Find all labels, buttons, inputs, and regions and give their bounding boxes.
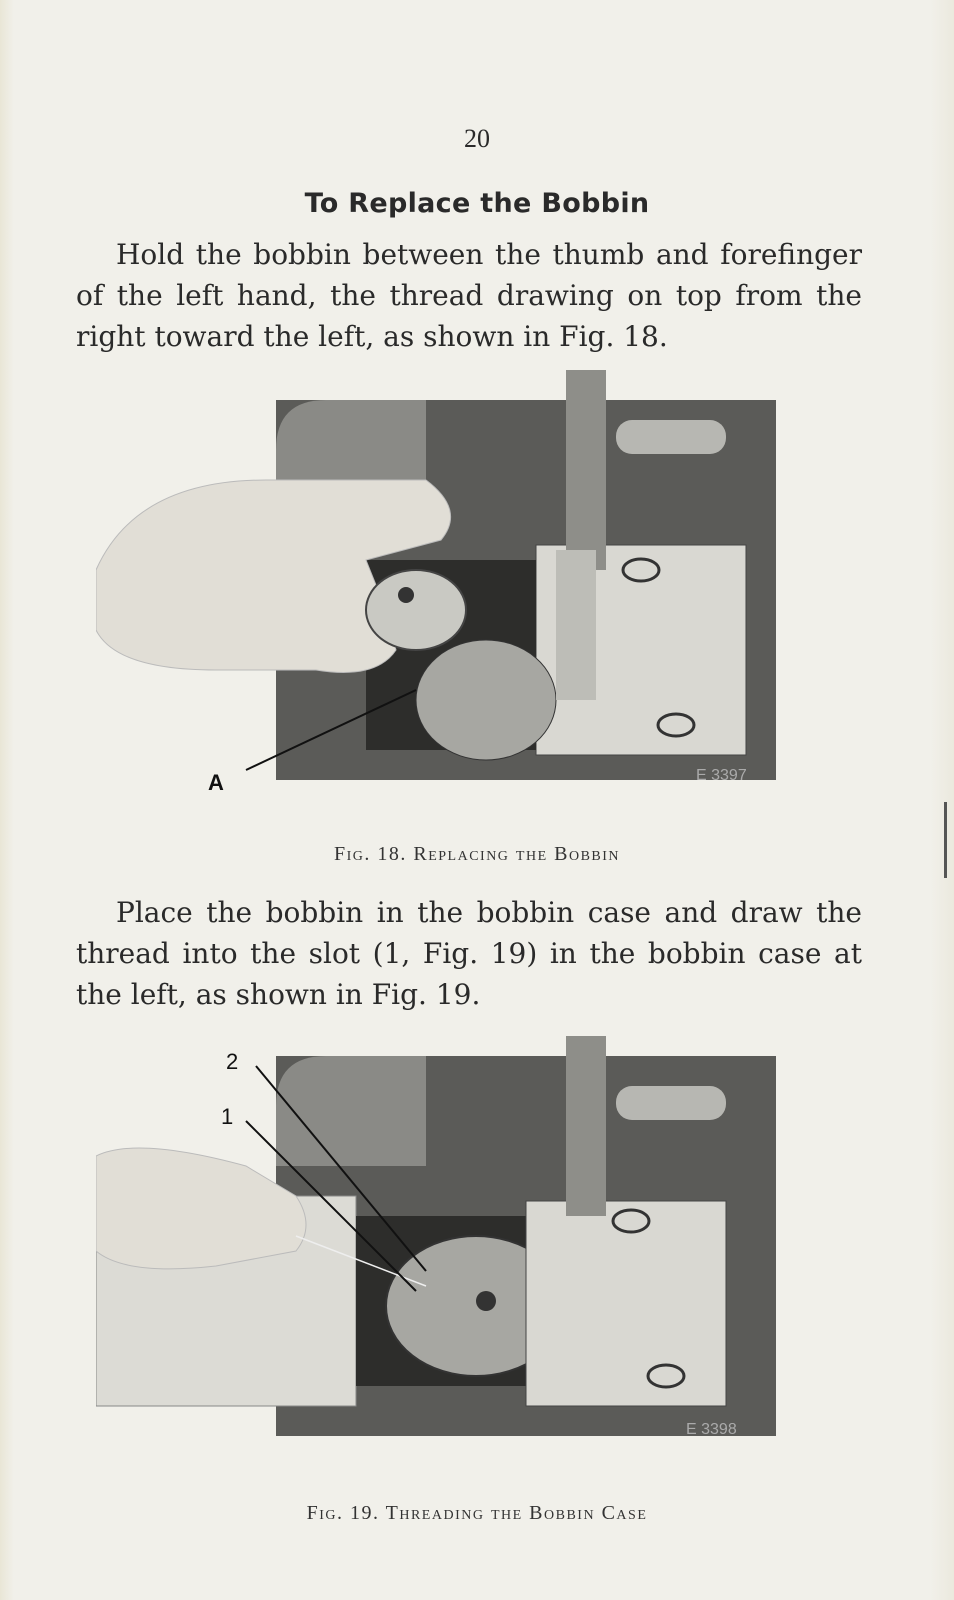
bobbin-center	[476, 1291, 496, 1311]
margin-mark	[944, 802, 947, 878]
figure-18-caption: Fig. 18. Replacing the Bobbin	[333, 843, 621, 865]
left-hand	[96, 1148, 306, 1269]
decorative-scroll	[276, 1056, 426, 1166]
thumb-screw	[616, 420, 726, 454]
page-number: 20	[464, 124, 490, 153]
label-1: 1	[221, 1104, 234, 1129]
figure-18-illustration	[96, 370, 796, 820]
decorative-scroll	[276, 400, 426, 490]
instruction-paragraph-2: Place the bobbin in the bobbin case and draw the thread into the slot (1, Fig. 19) in the bobbin case at the left, as shown in Fig. 19.	[76, 896, 862, 1011]
needle-bar	[566, 370, 606, 570]
plate-id-18: E 3397	[696, 767, 747, 784]
bobbin	[366, 570, 466, 650]
bobbin-hole	[398, 587, 414, 603]
label-a: A	[208, 770, 224, 795]
figure-19-caption: Fig. 19. Threading the Bobbin Case	[306, 1502, 648, 1524]
figure-19-illustration	[96, 1036, 816, 1466]
presser-foot	[556, 550, 596, 700]
plate-id-19: E 3398	[686, 1421, 737, 1438]
thumb-screw	[616, 1086, 726, 1120]
needle-bar	[566, 1036, 606, 1216]
bobbin-case	[416, 640, 556, 760]
section-heading: To Replace the Bobbin	[304, 188, 650, 219]
instruction-paragraph-1: Hold the bobbin between the thumb and forefinger of the left hand, the thread drawing on top from the right toward the left, as shown in Fig. 18.	[76, 238, 862, 353]
label-2: 2	[226, 1049, 239, 1074]
